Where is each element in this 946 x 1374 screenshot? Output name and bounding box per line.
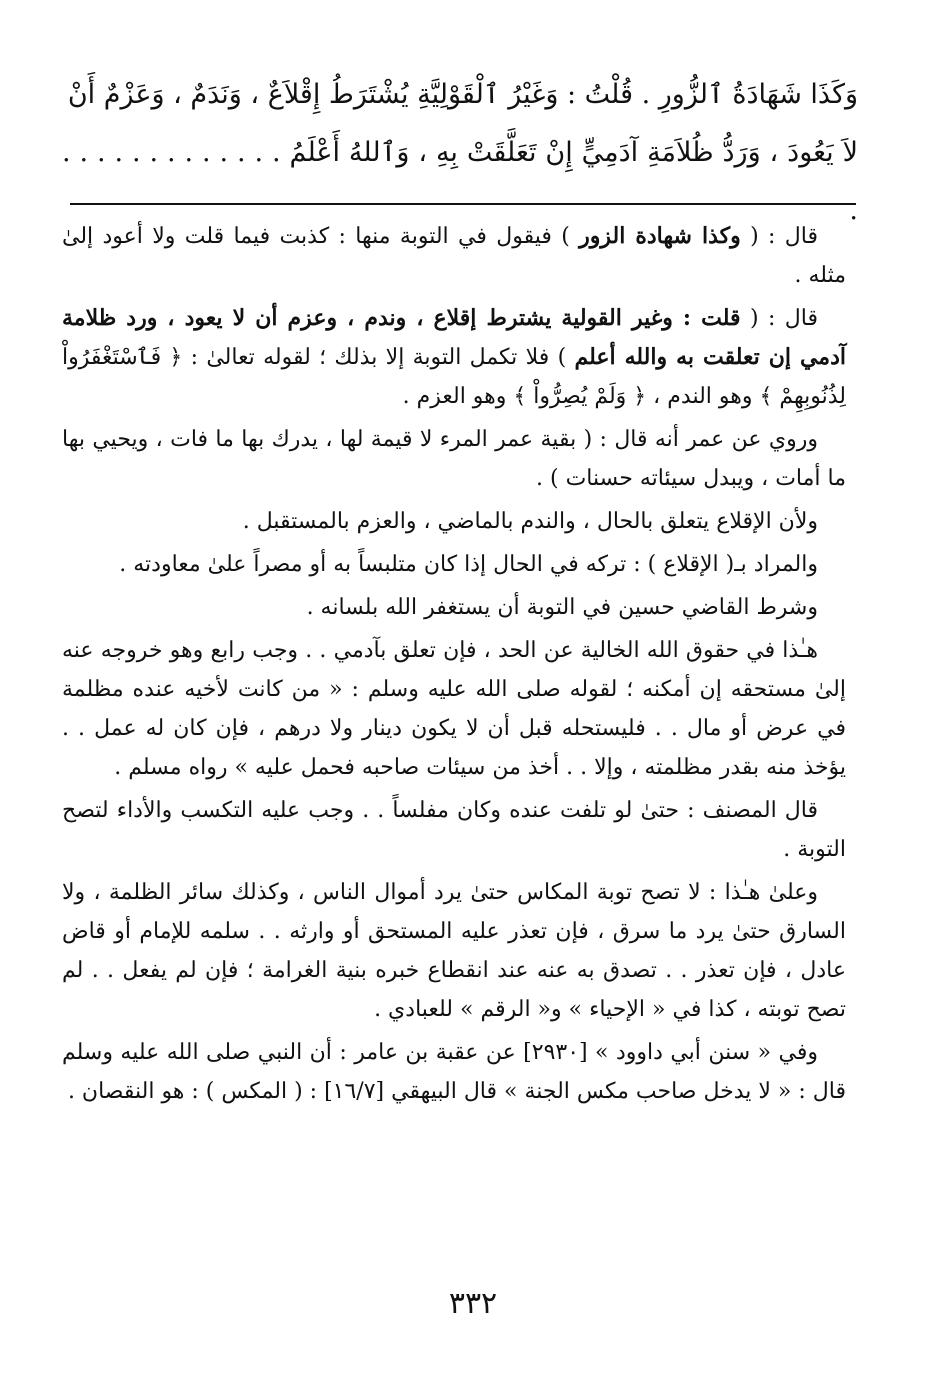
paragraph-2-lead: قال : ( — [740, 306, 818, 331]
commentary-paragraph-2 — [62, 299, 846, 416]
paragraph-1-rest: ) فيقول في التوبة منها : كذبت فيما قلت ولا أعود إلىٰ مثله . — [62, 224, 846, 288]
paragraph-2-quoted-matn: قلت : وغير القولية يشترط إقلاع ، وندم ، وعزم أن لا يعود ، ورد ظلامة آدمي إن تعلقت به والله أعلم — [62, 305, 846, 370]
commentary-paragraph-9: وعلىٰ هـٰذا : لا تصح توبة المكاس حتىٰ يرد أموال الناس ، وكذلك سائر الظلمة ، ولا السارق حتىٰ يرد ما سرق ، فإن تعذر عليه المستحق أو وارثه . . سلمه للإمام أو قاض عادل ، فإن تعذر . . تصدق به عنه عند انقطاع خبره بنية الغرامة ؛ فإن لم يفعل . . لم تصح توبته ، كذا في « الإحياء » و« الرقم » للعبادي . — [62, 880, 846, 1022]
commentary-paragraph-7: هـٰذا في حقوق الله الخالية عن الحد ، فإن تعلق بآدمي . . وجب رابع وهو خروجه عنه إلىٰ مستحقه إن أمكنه ؛ لقوله صلى الله عليه وسلم : « من كانت لأخيه عنده مظلمة في عرض أو مال . . فليستحله قبل أن لا يكون دينار ولا درهم ، فإن كان له عمل . . يؤخذ منه بقدر مظلمته ، وإلا . . أخذ من سيئات صاحبه فحمل عليه » رواه مسلم . — [62, 638, 846, 780]
commentary-paragraph-8: قال المصنف : حتىٰ لو تلفت عنده وكان مفلساً . . وجب عليه التكسب والأداء لتصح التوبة . — [62, 798, 846, 862]
matn-line-1: وَكَذَا شَهَادَةُ ٱلزُّورِ . قُلْتُ : وَغَيْرُ ٱلْقَوْلِيَّةِ يُشْتَرَطُ إِقْلاَعٌ ، وَنَدَمٌ ، وَعَزْمٌ أَنْ — [67, 79, 858, 110]
commentary-paragraph-3: وروي عن عمر أنه قال : ( بقية عمر المرء لا قيمة لها ، يدرك بها ما فات ، ويحيي بها ما أمات ، ويبدل سيئاته حسنات ) . — [62, 427, 846, 491]
commentary-paragraph-1 — [62, 217, 846, 295]
matn-text-block — [62, 66, 858, 240]
commentary-paragraph-10: وفي « سنن أبي داوود » [٢٩٣٠] عن عقبة بن عامر : أن النبي صلى الله عليه وسلم قال : « لا يدخل صاحب مكس الجنة » قال البيهقي [١٦/٧] : ( المكس ) : هو النقصان . — [62, 1040, 846, 1104]
sharh-commentary-block — [62, 217, 846, 1115]
commentary-paragraph-6: وشرط القاضي حسين في التوبة أن يستغفر الله بلسانه . — [306, 595, 818, 620]
paragraph-2-rest: ) فلا تكمل التوبة إلا بذلك ؛ لقوله تعالىٰ : ﴿ فَٱسْتَغْفَرُواْ لِذُنُوبِهِمْ ﴾ وهو الندم ، ﴿ وَلَمْ يُصِرُّواْ ﴾ وهو العزم . — [62, 345, 846, 409]
paragraph-1-lead: قال : ( — [740, 224, 818, 249]
matn-line-2: لاَ يَعُودَ ، وَرَدُّ ظُلاَمَةِ آدَمِيٍّ إِنْ تَعَلَّقَتْ بِهِ ، وَٱللهُ أَعْلَمُ . . . . . . . . . . . . . . — [62, 137, 858, 226]
separator-rule — [70, 203, 856, 205]
commentary-paragraph-5: والمراد بـ( الإقلاع ) : تركه في الحال إذا كان متلبساً به أو مصراً علىٰ معاودته . — [119, 552, 818, 577]
commentary-paragraph-4: ولأن الإقلاع يتعلق بالحال ، والندم بالماضي ، والعزم بالمستقبل . — [242, 509, 818, 534]
page-number: ٣٣٢ — [448, 1286, 498, 1321]
paragraph-1-quoted-matn: وكذا شهادة الزور — [579, 223, 741, 249]
